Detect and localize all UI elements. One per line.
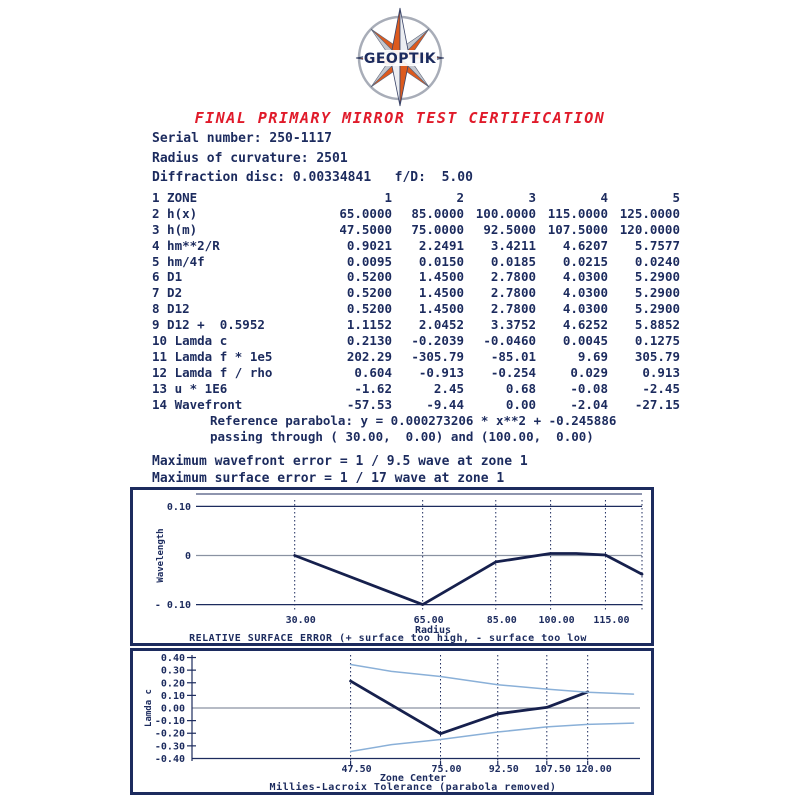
row-label: 3 h(m): [152, 221, 198, 237]
zone-value: 0.00: [505, 396, 536, 412]
y-tick-label: -0.30: [154, 741, 185, 753]
zone-value: 0.0045: [562, 333, 608, 349]
millies-lacroix-chart: [133, 651, 651, 792]
zone-value: 2.2491: [418, 237, 464, 253]
zone-value: 120.0000: [619, 221, 680, 237]
row-label: 4 hm**2/R: [152, 237, 220, 253]
row-label: 11 Lamda f * 1e5: [152, 348, 273, 364]
zone-value: 107.5000: [547, 221, 608, 237]
zone-value: 1.4500: [418, 269, 464, 285]
zone-value: 0.0150: [418, 253, 464, 269]
zone-value: 305.79: [634, 348, 680, 364]
max-surface-error-line: Maximum surface error = 1 / 17 wave at zone 1: [152, 471, 505, 486]
zone-value: 5.7577: [634, 237, 680, 253]
zone-value: 1.4500: [418, 285, 464, 301]
row-label: 9 D12 + 0.5952: [152, 317, 265, 333]
surface-error-chart: [133, 490, 651, 643]
zone-value: 9.69: [577, 348, 608, 364]
x-tick-label: 120.00: [575, 764, 612, 775]
y-tick-label: 0.30: [160, 665, 185, 677]
zone-value: -0.254: [490, 364, 536, 380]
max-wavefront-error-line: Maximum wavefront error = 1 / 9.5 wave at zone 1: [152, 454, 528, 469]
y-axis-title: Wavelength: [156, 528, 166, 583]
row-label: 13 u * 1E6: [152, 380, 228, 396]
diffraction-disc-line: Diffraction disc: 0.00334841 f/D: 5.00: [152, 170, 473, 185]
zone-value: 5.2900: [634, 269, 680, 285]
zone-value: -1.62: [354, 380, 392, 396]
compass-rose-icon: [344, 6, 456, 108]
info-block: [152, 129, 473, 188]
row-label: 14 Wavefront: [152, 396, 243, 412]
x-tick-label: 65.00: [413, 615, 444, 626]
row-label: 2 h(x): [152, 205, 198, 221]
zone-value: 0.68: [505, 380, 536, 396]
zone-value: 4: [600, 190, 608, 205]
zone-value: 1.1152: [346, 317, 392, 333]
table-row: [152, 317, 680, 333]
zone-value: -305.79: [411, 348, 464, 364]
zone-value: 0.0215: [562, 253, 608, 269]
table-row: [152, 254, 680, 270]
table-row: [152, 222, 680, 238]
zone-value: 1.4500: [418, 301, 464, 317]
zone-value: -27.15: [634, 396, 680, 412]
y-tick-label: 0.10: [160, 690, 185, 702]
zone-value: 5.2900: [634, 285, 680, 301]
x-tick-label: 107.50: [534, 764, 571, 775]
zone-value: 5: [672, 190, 680, 205]
table-row: [152, 333, 680, 349]
zone-table: [152, 190, 680, 412]
surface-error-chart-panel: [130, 487, 654, 646]
zone-value: 0.5200: [346, 285, 392, 301]
zone-value: 75.0000: [411, 221, 464, 237]
row-label: 5 hm/4f: [152, 253, 205, 269]
y-tick-label: - 0.10: [154, 600, 191, 612]
zone-value: 4.6207: [562, 237, 608, 253]
table-row: [152, 381, 680, 397]
radius-of-curvature-line: Radius of curvature: 2501: [152, 150, 348, 166]
zone-value: 4.0300: [562, 285, 608, 301]
row-label: 8 D12: [152, 301, 190, 317]
row-label: 12 Lamda f / rho: [152, 364, 273, 380]
zone-value: -0.0460: [483, 333, 536, 349]
zone-value: 2.7800: [490, 285, 536, 301]
table-row: [152, 301, 680, 317]
row-label: 10 Lamda c: [152, 333, 228, 349]
y-tick-label: -0.20: [154, 728, 185, 740]
y-tick-label: 0.00: [160, 703, 185, 715]
zone-value: 4.0300: [562, 301, 608, 317]
table-row: [152, 365, 680, 381]
serial-number-line: Serial number: 250-1117: [152, 131, 333, 146]
row-label: 6 D1: [152, 269, 183, 285]
zone-value: 3: [528, 190, 536, 205]
y-tick-label: -0.40: [154, 753, 185, 765]
zone-value: 92.5000: [483, 221, 536, 237]
row-label: 7 D2: [152, 285, 183, 301]
y-tick-label: 0.20: [160, 678, 185, 690]
row-label: 1 ZONE: [152, 190, 198, 205]
tolerance-curve: [351, 723, 634, 751]
zone-value: -0.08: [570, 380, 608, 396]
table-row: [152, 349, 680, 365]
zone-value: -0.2039: [411, 333, 464, 349]
tolerance-curve: [351, 665, 634, 695]
table-row: [152, 397, 680, 413]
x-tick-label: 30.00: [285, 615, 316, 626]
table-row: [152, 190, 680, 206]
table-row: [152, 206, 680, 222]
zone-value: 0.913: [642, 364, 680, 380]
zone-value: 2.45: [433, 380, 464, 396]
reference-parabola-notes: [210, 413, 616, 445]
y-axis-title: Lamda c: [144, 689, 154, 727]
zone-value: -57.53: [346, 396, 392, 412]
zone-value: 5.2900: [634, 301, 680, 317]
zone-value: -2.04: [570, 396, 608, 412]
zone-value: 2: [456, 190, 464, 205]
zone-value: 0.0095: [346, 253, 392, 269]
zone-value: 4.6252: [562, 317, 608, 333]
zone-value: 47.5000: [339, 221, 392, 237]
logo-text: GEOPTIK: [363, 51, 437, 67]
zone-value: 2.7800: [490, 301, 536, 317]
zone-value: 2.7800: [490, 269, 536, 285]
zone-value: 3.4211: [490, 237, 536, 253]
zone-value: 5.8852: [634, 317, 680, 333]
zone-value: 2.0452: [418, 317, 464, 333]
x-tick-label: 92.50: [488, 764, 519, 775]
x-tick-label: 115.00: [593, 615, 630, 626]
zone-value: 0.604: [354, 364, 392, 380]
x-axis-title: Radius: [414, 625, 452, 636]
zone-value: 1: [384, 190, 392, 205]
y-tick-label: 0.40: [160, 653, 185, 665]
zone-value: -85.01: [490, 348, 536, 364]
x-tick-label: 100.00: [538, 615, 575, 626]
zone-value: 0.5200: [346, 269, 392, 285]
page-title: FINAL PRIMARY MIRROR TEST CERTIFICATION: [194, 109, 606, 127]
zone-value: 115.0000: [547, 205, 608, 221]
zone-value: 125.0000: [619, 205, 680, 221]
x-axis-title: Zone Center: [379, 773, 447, 784]
x-tick-label: 85.00: [486, 615, 517, 626]
zone-value: -9.44: [426, 396, 464, 412]
zone-value: 0.5200: [346, 301, 392, 317]
passing-through-line: passing through ( 30.00, 0.00) and (100.00, 0.00): [210, 429, 594, 444]
chart-caption: Millies-Lacroix Tolerance (parabola removed): [269, 782, 557, 792]
y-tick-label: -0.10: [154, 716, 185, 728]
y-tick-label: 0.10: [166, 501, 191, 513]
logo: [344, 6, 456, 112]
zone-value: 202.29: [346, 348, 392, 364]
maximum-error-notes: [152, 453, 528, 487]
reference-parabola-line: Reference parabola: y = 0.000273206 * x**2 + -0.245886: [210, 413, 617, 428]
zone-value: 0.1275: [634, 333, 680, 349]
data-line: [295, 554, 642, 605]
chart-caption: RELATIVE SURFACE ERROR (+ surface too high, - surface too low: [189, 633, 587, 643]
tolerance-chart-panel: [130, 648, 654, 795]
table-row: [152, 269, 680, 285]
zone-value: 4.0300: [562, 269, 608, 285]
x-tick-label: 75.00: [431, 764, 462, 775]
table-row: [152, 238, 680, 254]
zone-value: 85.0000: [411, 205, 464, 221]
x-tick-label: 47.50: [341, 764, 372, 775]
zone-value: -0.913: [418, 364, 464, 380]
zone-value: 65.0000: [339, 205, 392, 221]
zone-value: 0.0240: [634, 253, 680, 269]
zone-value: 0.2130: [346, 333, 392, 349]
zone-value: 0.0185: [490, 253, 536, 269]
zone-value: -2.45: [642, 380, 680, 396]
y-tick-label: 0: [184, 551, 191, 562]
zone-value: 3.3752: [490, 317, 536, 333]
zone-value: 0.9021: [346, 237, 392, 253]
zone-value: 0.029: [570, 364, 608, 380]
table-row: [152, 285, 680, 301]
zone-value: 100.0000: [475, 205, 536, 221]
